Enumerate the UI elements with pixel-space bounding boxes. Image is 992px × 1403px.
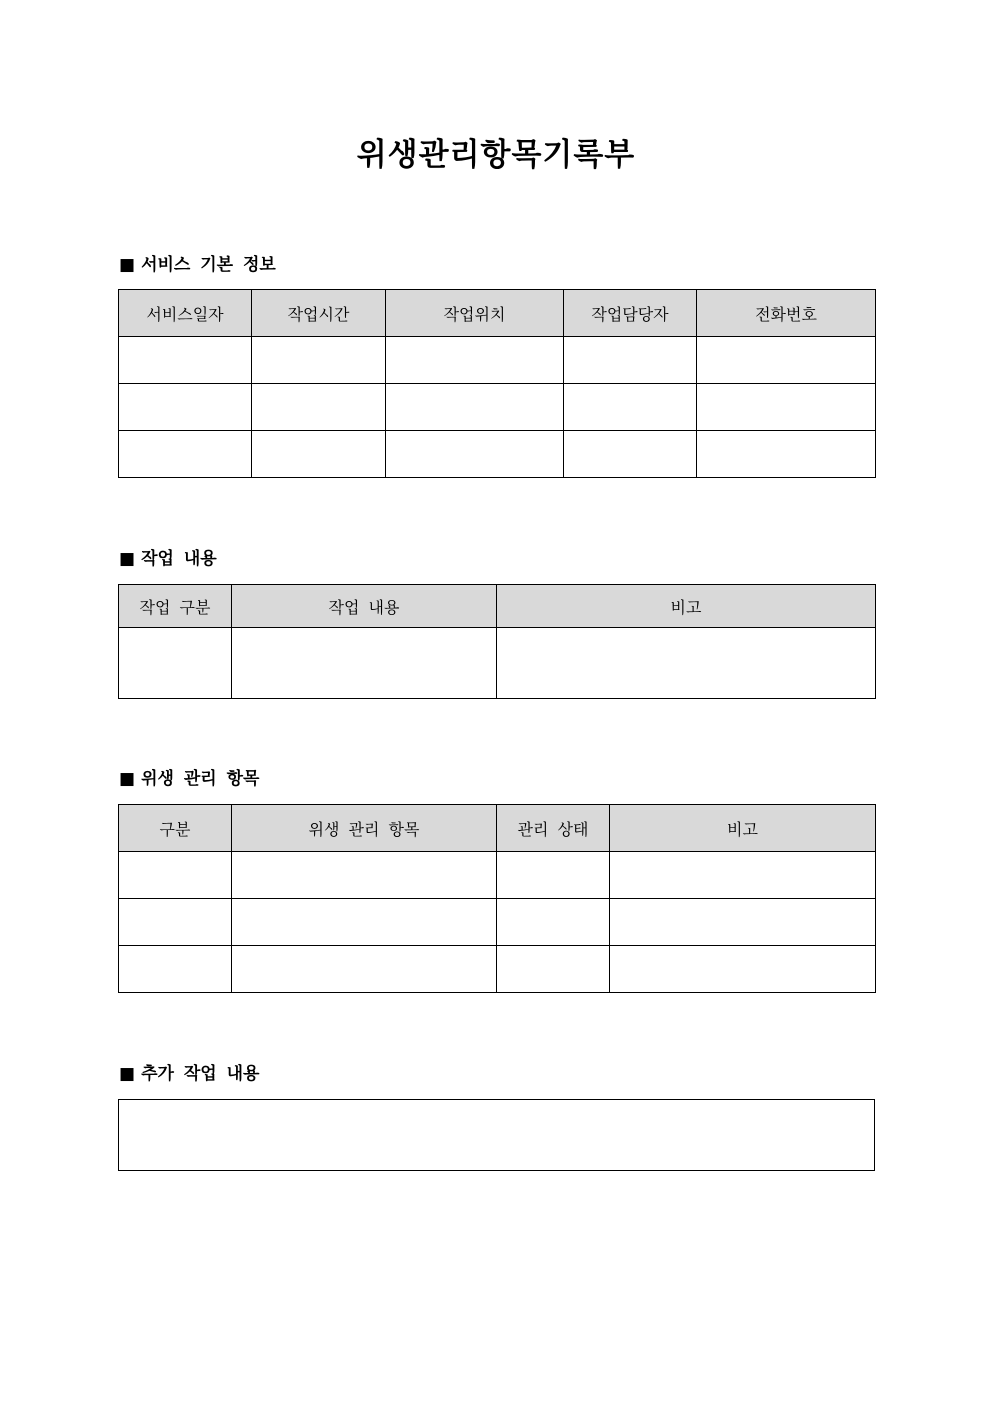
table-cell[interactable] bbox=[497, 899, 610, 946]
table-row bbox=[119, 946, 876, 993]
table-header-row bbox=[119, 585, 876, 628]
table-cell[interactable] bbox=[697, 431, 876, 478]
table-cell[interactable] bbox=[119, 852, 232, 899]
column-header: 관리 상태 bbox=[497, 805, 610, 852]
table-cell[interactable] bbox=[232, 946, 497, 993]
table-cell[interactable] bbox=[564, 384, 697, 431]
section-heading-hygiene-items bbox=[119, 767, 259, 791]
square-bullet-icon: ■ bbox=[119, 769, 136, 789]
table-cell[interactable] bbox=[232, 628, 497, 699]
column-header: 전화번호 bbox=[697, 290, 876, 337]
page-title: 위생관리항목기록부 bbox=[356, 137, 636, 173]
table-cell[interactable] bbox=[252, 337, 386, 384]
table-cell[interactable] bbox=[697, 337, 876, 384]
table-cell[interactable] bbox=[386, 337, 564, 384]
column-header: 작업시간 bbox=[252, 290, 386, 337]
table-row bbox=[119, 337, 876, 384]
column-header: 작업위치 bbox=[386, 290, 564, 337]
additional-work-box[interactable] bbox=[118, 1099, 875, 1171]
hygiene-items-table bbox=[118, 804, 876, 993]
service-info-table bbox=[118, 289, 876, 478]
column-header: 위생 관리 항목 bbox=[232, 805, 497, 852]
section-title: 위생 관리 항목 bbox=[141, 769, 260, 789]
square-bullet-icon: ■ bbox=[119, 549, 136, 569]
section-heading-work-content bbox=[119, 547, 217, 571]
section-heading-service-info bbox=[119, 253, 276, 277]
table-cell[interactable] bbox=[119, 628, 232, 699]
table-cell[interactable] bbox=[119, 337, 252, 384]
table-cell[interactable] bbox=[610, 899, 876, 946]
table-cell[interactable] bbox=[610, 852, 876, 899]
square-bullet-icon: ■ bbox=[119, 255, 136, 275]
work-content-table bbox=[118, 584, 876, 699]
table-cell[interactable] bbox=[119, 899, 232, 946]
table-cell[interactable] bbox=[232, 852, 497, 899]
section-title: 서비스 기본 정보 bbox=[141, 255, 276, 275]
section-title: 작업 내용 bbox=[141, 549, 217, 569]
table-header-row bbox=[119, 290, 876, 337]
table-row bbox=[119, 431, 876, 478]
table-cell[interactable] bbox=[119, 431, 252, 478]
table-cell[interactable] bbox=[252, 384, 386, 431]
table-row bbox=[119, 852, 876, 899]
column-header: 작업담당자 bbox=[564, 290, 697, 337]
section-heading-additional-work bbox=[119, 1062, 259, 1086]
table-row bbox=[119, 899, 876, 946]
column-header: 비고 bbox=[610, 805, 876, 852]
column-header: 작업 구분 bbox=[119, 585, 232, 628]
square-bullet-icon: ■ bbox=[119, 1064, 136, 1084]
table-cell[interactable] bbox=[252, 431, 386, 478]
table-cell[interactable] bbox=[386, 384, 564, 431]
column-header: 비고 bbox=[497, 585, 876, 628]
table-row bbox=[119, 384, 876, 431]
section-title: 추가 작업 내용 bbox=[141, 1064, 260, 1084]
table-cell[interactable] bbox=[119, 946, 232, 993]
table-cell[interactable] bbox=[610, 946, 876, 993]
column-header: 구분 bbox=[119, 805, 232, 852]
table-cell[interactable] bbox=[386, 431, 564, 478]
column-header: 작업 내용 bbox=[232, 585, 497, 628]
table-row bbox=[119, 628, 876, 699]
table-cell[interactable] bbox=[564, 337, 697, 384]
table-header-row bbox=[119, 805, 876, 852]
table-cell[interactable] bbox=[119, 384, 252, 431]
table-cell[interactable] bbox=[497, 946, 610, 993]
column-header: 서비스일자 bbox=[119, 290, 252, 337]
table-cell[interactable] bbox=[497, 852, 610, 899]
table-cell[interactable] bbox=[232, 899, 497, 946]
table-cell[interactable] bbox=[697, 384, 876, 431]
table-cell[interactable] bbox=[497, 628, 876, 699]
table-cell[interactable] bbox=[564, 431, 697, 478]
